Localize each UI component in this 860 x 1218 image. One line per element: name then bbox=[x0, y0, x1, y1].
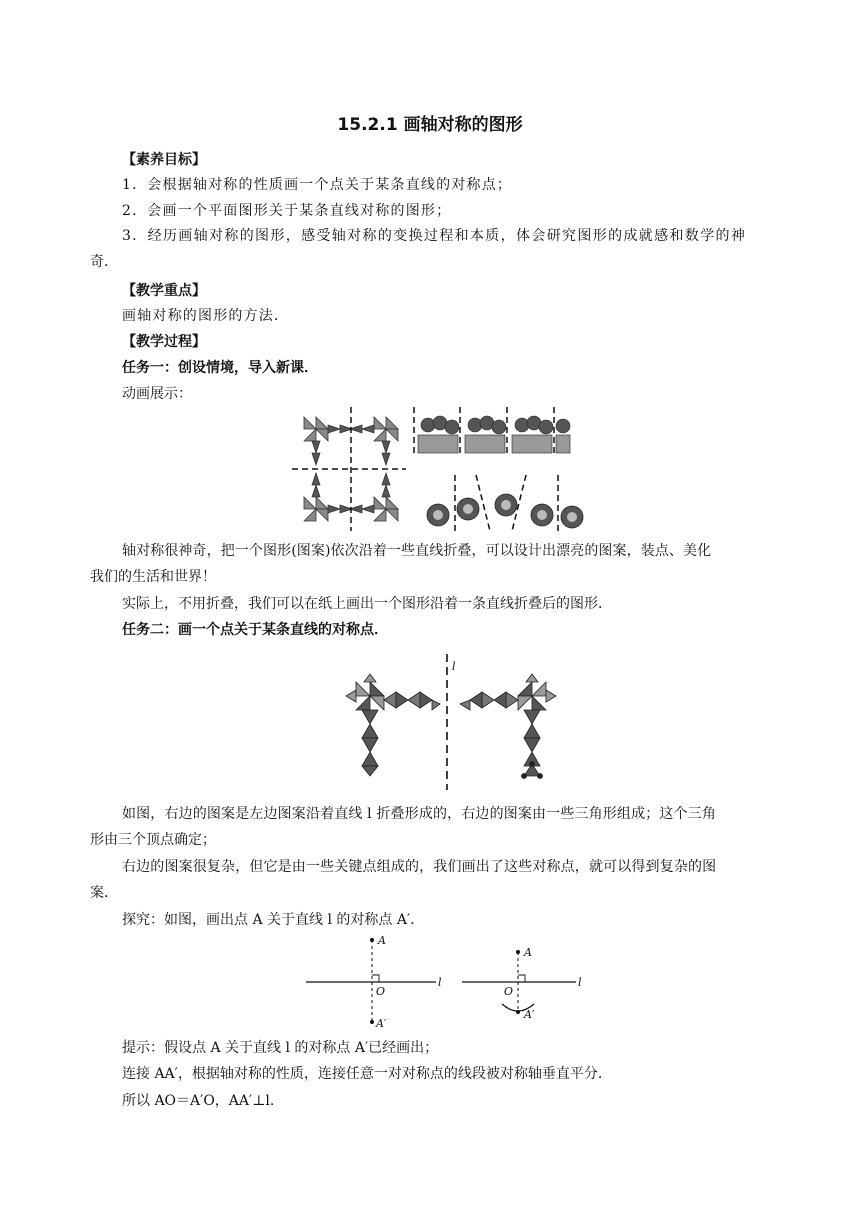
flower-row-pattern bbox=[414, 407, 570, 457]
paragraph-4: 右边的图案很复杂，但它是由一些关键点组成的，我们画出了这些对称点，就可以得到复杂的图 bbox=[122, 859, 717, 875]
figure-right bbox=[462, 946, 582, 1021]
animation-figure bbox=[290, 405, 590, 535]
point-a-label: A bbox=[378, 934, 386, 947]
fold-figure bbox=[336, 652, 566, 792]
key-heading: 【教学重点】 bbox=[122, 283, 206, 299]
point-a-label: A bbox=[524, 946, 532, 959]
task-one-heading: 任务一：创设情境，导入新课． bbox=[122, 360, 318, 376]
goal-item: 3．经历画轴对称的图形，感受轴对称的变换过程和本质，体会研究图形的成就感和数学的神 bbox=[122, 228, 747, 244]
conclusion-text: 所以 AO＝A′O，AA′⊥l. bbox=[122, 1093, 275, 1109]
goal-item: 2．会画一个平面图形关于某条直线对称的图形； bbox=[122, 203, 452, 219]
point-o-label: O bbox=[504, 985, 514, 998]
point-a-prime-label: A′ bbox=[524, 1008, 535, 1021]
hint-text: 提示：假设点 A 关于直线 l 的对称点 A′已经画出； bbox=[122, 1040, 439, 1056]
pinwheel-frame-pattern bbox=[292, 407, 406, 531]
line-l-label: l bbox=[578, 976, 582, 989]
connect-text: 连接 AA′，根据轴对称的性质，连接任意一对对称点的线段被对称轴垂直平分． bbox=[122, 1066, 612, 1082]
ornament-row-pattern bbox=[427, 475, 583, 531]
task-two-heading: 任务二：画一个点关于某条直线的对称点． bbox=[122, 622, 388, 638]
line-l-label: l bbox=[452, 660, 456, 673]
paragraph-1: 轴对称很神奇，把一个图形(图案)依次沿着一些直线折叠，可以设计出漂亮的图案，装点、美化 bbox=[122, 543, 712, 559]
left-pattern bbox=[346, 674, 440, 776]
paragraph-2: 实际上，不用折叠，我们可以在纸上画出一个图形沿着一条直线折叠后的图形． bbox=[122, 596, 612, 612]
goal-item: 1．会根据轴对称的性质画一个点关于某条直线的对称点； bbox=[122, 177, 513, 193]
symmetric-point-figure bbox=[300, 932, 590, 1032]
line-l-label: l bbox=[438, 976, 442, 989]
process-heading: 【教学过程】 bbox=[122, 334, 206, 350]
point-o-label: O bbox=[376, 985, 386, 998]
paragraph-1-cont: 我们的生活和世界！ bbox=[90, 569, 216, 585]
explore-prompt: 探究：如图，画出点 A 关于直线 l 的对称点 A′. bbox=[122, 912, 415, 928]
figure-left bbox=[306, 934, 442, 1030]
goal-item: 奇． bbox=[90, 254, 118, 270]
right-pattern bbox=[460, 674, 556, 779]
page-title: 15.2.1 画轴对称的图形 bbox=[337, 115, 523, 135]
point-a-prime-label: A′ bbox=[376, 1017, 387, 1030]
paragraph-3-cont: 形由三个顶点确定； bbox=[90, 832, 216, 848]
paragraph-4-cont: 案． bbox=[90, 885, 118, 901]
paragraph-3: 如图，右边的图案是左边图案沿着直线 l 折叠形成的，右边的图案由一些三角形组成；这个三角 bbox=[122, 806, 716, 822]
goals-heading: 【素养目标】 bbox=[122, 152, 206, 168]
key-text: 画轴对称的图形的方法． bbox=[122, 308, 290, 324]
animation-intro: 动画展示： bbox=[122, 386, 192, 402]
